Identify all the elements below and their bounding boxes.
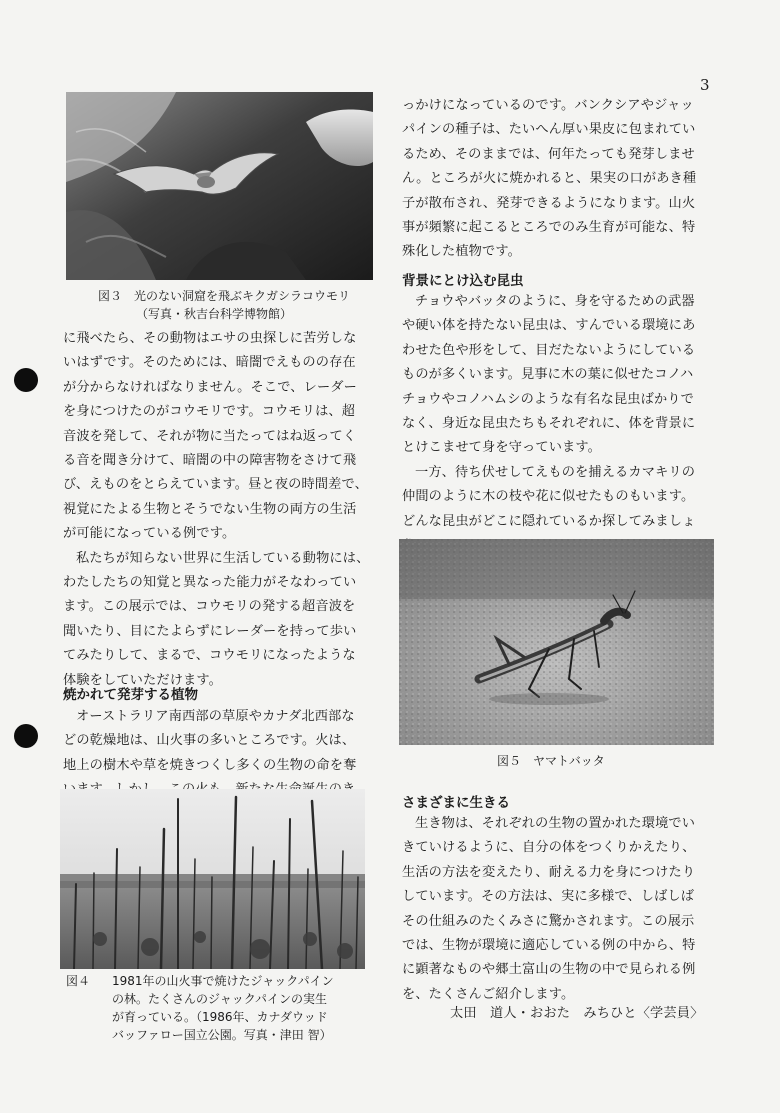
figure4-label: 図４ <box>66 974 91 988</box>
text-line: っかけになっているのです。バンクシアやジャッ <box>402 98 694 113</box>
text-line: しています。その方法は、実に多様で、しばしば <box>402 889 695 905</box>
section-heading: 背景にとけ込む昆虫 <box>402 273 524 289</box>
paragraph <box>63 571 377 693</box>
text-line: 聞いたり、目にたよらずにレーダーを持って歩い <box>63 623 357 639</box>
right-column-upper <box>402 94 720 265</box>
text-line: ものが多くいます。見事に木の葉に似せたコノハ <box>402 367 694 383</box>
paragraph <box>63 705 377 803</box>
figure3-caption-line1: 図３ 光のない洞窟を飛ぶキクガシラコウモリ <box>98 289 351 303</box>
text-line: 一方、待ち伏せしてえものを捕えるカマキリの <box>415 464 696 480</box>
text-line: び、えものをとらえています。昼と夜の時間差で、 <box>63 477 368 493</box>
grasshopper-photo <box>399 539 714 745</box>
text-line: 生活の方法を変えたり、耐える力を身につけたり <box>402 864 696 880</box>
paragraph <box>63 547 377 571</box>
text-line: 殊化した植物です。 <box>402 244 521 260</box>
text-line: てみたりして、まるで、コウモリになったような <box>63 648 356 664</box>
text-line: オーストラリア南西部の草原やカナダ北西部な <box>76 709 355 724</box>
text-line: チョウやコノハムシのような有名な昆虫ばかりで <box>402 391 694 407</box>
text-line: るため、そのままでは、何年たっても発芽しませ <box>402 146 695 162</box>
figure3-caption <box>98 287 350 323</box>
section-heading: さまざまに生きる <box>402 795 510 811</box>
text-line: や硬い体を持たない昆虫は、すんでいる環境にあ <box>402 318 696 334</box>
text-line: 事が頻繁に起こるところでのみ生育が可能な、特 <box>402 220 696 236</box>
figure4-caption <box>66 972 334 1044</box>
text-line: ん。ところが火に焼かれると、果実の口があき種 <box>402 171 697 187</box>
text-line: パインの種子は、たいへん厚い果皮に包まれてい <box>402 122 696 138</box>
text-line: る音を聞き分けて、暗闇の中の障害物をさけて飛 <box>63 453 357 469</box>
burnt-forest-photo <box>60 789 365 969</box>
text-line: その仕組みのたくみさに驚かされます。この展示 <box>402 913 695 929</box>
text-line: とけこませて身を守っています。 <box>402 440 602 456</box>
text-line: どんな昆虫がどこに隠れているか探してみましょ <box>402 513 696 529</box>
text-line: 仲間のように木の枝や花に似せたものもいます。 <box>402 489 695 505</box>
text-line: が分からなければなりません。そこで、レーダー <box>63 379 357 395</box>
right-column-middle <box>402 290 720 558</box>
text-line: を身につけたのがコウモリです。コウモリは、超 <box>63 404 356 420</box>
text-line: わせた色や形をして、目だたないようにしている <box>402 342 696 358</box>
text-line: 私たちが知らない世界に生活している動物には、 <box>76 550 370 566</box>
bat-photo <box>66 92 373 280</box>
text-line: なく、身近な昆虫たちもそれぞれに、体を背景に <box>402 416 696 432</box>
figure4-caption-line3: が育っている。（1986年、カナダウッド <box>112 1010 328 1024</box>
text-line: きていけるように、自分の体をつくりかえたり、 <box>402 840 696 856</box>
text-line: では、生物が環境に適応している例の中から、特 <box>402 938 696 954</box>
text-line: 音波を発して、それが物に当たってはね返ってく <box>63 428 357 444</box>
text-line: 地上の樹木や草を焼きつくし多くの生物の命を奪 <box>63 757 357 773</box>
paragraph <box>402 812 720 1007</box>
text-line: 生き物は、それぞれの生物の置かれた環境でい <box>415 816 696 831</box>
left-column-upper <box>63 327 377 693</box>
page-number: 3 <box>700 76 710 94</box>
figure4-caption-line2: の林。たくさんのジャックパインの実生 <box>112 992 328 1006</box>
paragraph <box>402 290 720 461</box>
paragraph <box>402 94 720 265</box>
right-column-lower <box>402 812 720 1007</box>
text-line: が可能になっている例です。 <box>63 526 236 542</box>
text-line: ます。この展示では、コウモリの発する超音波を <box>63 599 356 615</box>
text-line: 体験をしていただけます。 <box>63 672 222 688</box>
text-line: に飛べたら、その動物はエサの虫探しに苦労しな <box>63 331 357 346</box>
left-column-lower <box>63 705 377 803</box>
binder-hole <box>14 724 38 748</box>
paragraph <box>63 327 377 547</box>
text-line: わたしたちの知覚と異なった能力がそなわってい <box>63 575 357 591</box>
figure4-caption-line4: バッファロー国立公園。写真・津田 智） <box>112 1028 332 1042</box>
text-line: を、たくさんご紹介します。 <box>402 986 575 1002</box>
text-line: 視覚にたよる生物とそうでない生物の両方の生活 <box>63 501 357 517</box>
text-line: チョウやバッタのように、身を守るための武器 <box>415 294 695 309</box>
text-line: に顕著なものや郷土富山の生物の中で見られる例 <box>402 962 696 978</box>
text-line: いはずです。そのためには、暗闇でえものの存在 <box>63 355 356 371</box>
figure3-caption-line2: （写真・秋吉台科学博物館） <box>136 307 293 321</box>
figure4-caption-line1: 1981年の山火事で焼けたジャックパイン <box>112 974 334 988</box>
text-line: 子が散布され、発芽できるようになります。山火 <box>402 195 696 211</box>
figure5-caption: 図５ ヤマトバッタ <box>497 754 605 768</box>
binder-hole <box>14 368 38 392</box>
author-credit: 太田 道人・おおた みちひと〈学芸員〉 <box>450 1006 704 1021</box>
text-line: どの乾燥地は、山火事の多いところです。火は、 <box>63 733 356 749</box>
section-heading: 焼かれて発芽する植物 <box>63 687 198 703</box>
